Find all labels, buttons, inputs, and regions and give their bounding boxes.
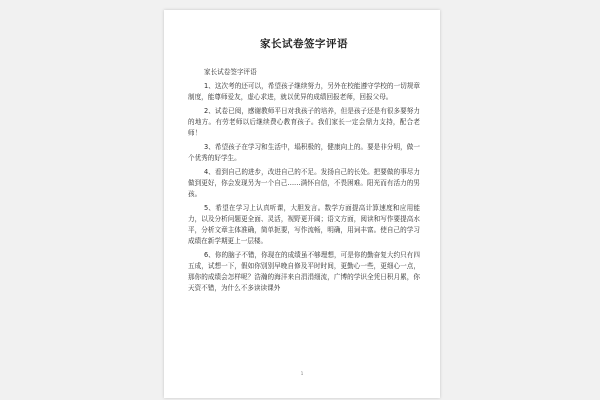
page-number: 1: [300, 371, 304, 376]
paragraph-3: 3、希望孩子在学习和生活中，塌积极的，健康向上的。要是非分明，做一个优秀的好学生。: [188, 143, 420, 162]
paragraph-4: 4、看到自己的进步，改进自己的不足。发扬自己的长处。把要做的事尽力做到更好，你会发现另为一个自己……满怀自信，不畏困难。阳光而有活力的男孩。: [188, 168, 420, 198]
paragraph-5: 5、希望在学习上认真听课，大胆发言。数学方面提高计算速度和应用能力，以及分析问题更全面、灵活，视野更开阔；语文方面，阅读和写作要提高水平，分析文章主体准确，简单扼要，写作流畅，明确，用词丰富。使自己的学习成绩在新学期更上一层楼。: [188, 204, 420, 245]
document-title: 家长试卷签字评语: [260, 38, 348, 50]
paragraph-1: 1、这次考的还可以，希望孩子继续努力，另外在校能遵守学校的一切规章制度，能尊师爱友，虚心求进，就以优异的成绩回报老师，回报父母。: [188, 82, 420, 101]
paragraph-2: 2、试卷已阅，感谢教师平日对我孩子的培养，但是孩子还是有很多要努力的地方。有劳老师以后继续费心教育孩子。我们家长一定会鼎力支持，配合老师！: [188, 107, 420, 137]
document-subtitle: 家长试卷签字评语: [204, 68, 257, 76]
paragraph-6: 6、你的脑子不错，你现在的成绩虽不够理想，可是你的勤奋复大约只有四五成，试想一下，假如你别别早晚自修及平时时间，更勤心一些，更细心一点，那你的成绩会怎样呢？浩瀚的海洋来自涓涓细流，广博的学识全凭日积月累，你天资不错，为什么不多读读课外: [188, 251, 420, 292]
document-page: [164, 10, 440, 398]
